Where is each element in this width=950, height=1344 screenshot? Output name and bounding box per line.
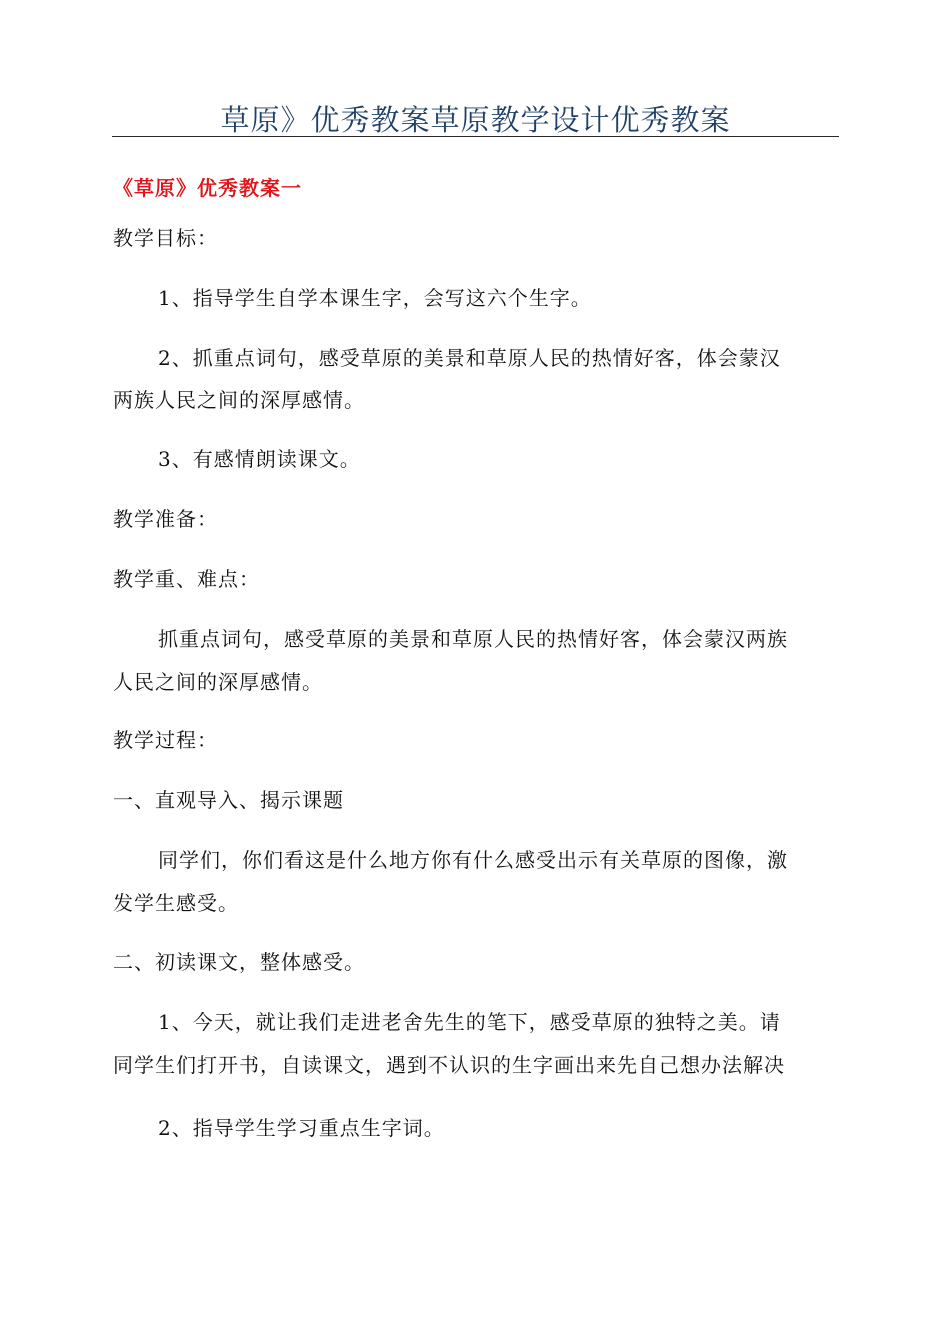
step-2-item-2: 2、指导学生学习重点生字词。 <box>158 1116 445 1140</box>
process-label: 教学过程： <box>113 728 218 752</box>
section-heading: 《草原》优秀教案一 <box>113 176 302 200</box>
objective-1: 1、指导学生自学本课生字，会写这六个生字。 <box>158 286 592 310</box>
step-2-item-1-line-2: 同学生们打开书，自读课文，遇到不认识的生字画出来先自己想办法解决 <box>113 1053 785 1077</box>
objectives-label: 教学目标： <box>113 226 218 250</box>
title-underline <box>112 136 839 137</box>
step-2-item-1-line-1: 1、今天，就让我们走进老舍先生的笔下，感受草原的独特之美。请 <box>158 1010 781 1034</box>
step-1-heading: 一、直观导入、揭示课题 <box>113 788 344 812</box>
key-points-line-2: 人民之间的深厚感情。 <box>113 670 323 694</box>
step-2-heading: 二、初读课文，整体感受。 <box>113 950 365 974</box>
step-1-text-line-2: 发学生感受。 <box>113 891 239 915</box>
preparation-label: 教学准备： <box>113 507 218 531</box>
objective-2-line-1: 2、抓重点词句，感受草原的美景和草原人民的热情好客，体会蒙汉 <box>158 346 781 370</box>
objective-3: 3、有感情朗读课文。 <box>158 447 361 471</box>
key-points-label: 教学重、难点： <box>113 567 260 591</box>
key-points-line-1: 抓重点词句，感受草原的美景和草原人民的热情好客，体会蒙汉两族 <box>158 627 788 651</box>
step-1-text-line-1: 同学们，你们看这是什么地方你有什么感受出示有关草原的图像，激 <box>158 848 788 872</box>
objective-2-line-2: 两族人民之间的深厚感情。 <box>113 388 365 412</box>
document-title: 草原》优秀教案草原教学设计优秀教案 <box>220 103 731 137</box>
